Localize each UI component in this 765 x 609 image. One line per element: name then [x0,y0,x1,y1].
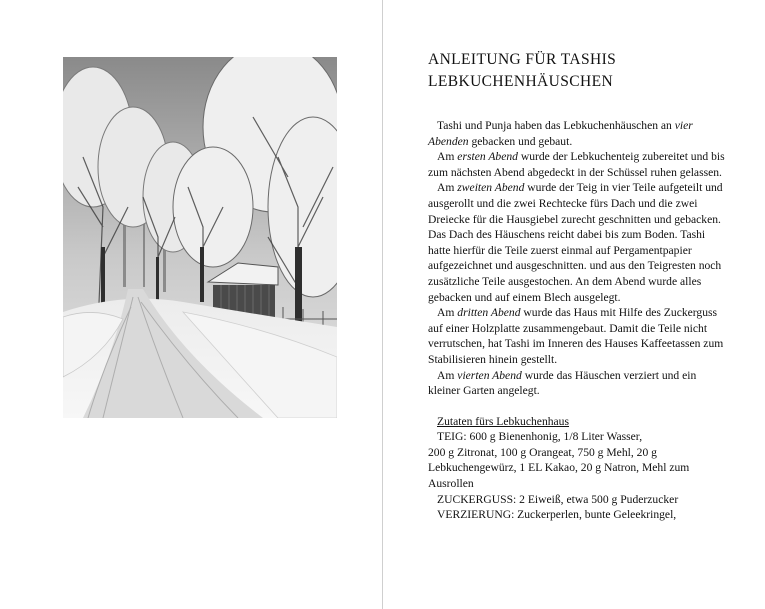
emphasis-text: vier Abenden [428,119,693,148]
paragraph-text: wurde das Haus mit Hilfe des Zuckerguss auf einer Holzplatte zusammengebaut. Damit die Teile nicht verrutschen, hat Tashi im Inneren des Hauses Kaffeetassen zum Stabilisieren hinein gestellt. [428,306,724,366]
paragraph-text: wurde der Lebkuchenteig zubereitet und bis zum nächsten Abend abgedeckt in der Schüssel ruhen gelassen. [428,150,725,179]
paragraph-text: Tashi und Punja haben das Lebkuchenhäuschen an [437,119,675,132]
paragraph-text: Am [437,150,458,164]
instructions-body [428,118,728,523]
paragraph-second-evening [428,180,728,305]
ingredients-heading: Zutaten fürs Lebkuchenhaus [437,414,569,428]
paragraph-text: Am [437,181,458,195]
winter-photo [63,57,337,418]
winter-scene-image [63,57,337,418]
emphasis-text: ersten Abend [457,150,518,164]
paragraph-intro [428,118,728,149]
ingredient-dough-line-4: Ausrollen [428,477,474,491]
paragraph-text: Am [437,368,458,382]
paragraph-text: wurde der Teig in vier Teile aufgeteilt und ausgerollt und die zwei Rechtecke fürs Dach und die zwei Dreiecke für die Hausgiebel zurecht geschnitten und gebacken. Das Dach des Häuschens reicht dabei bis zum Boden. Tashi hatte hierfür die Teile zuerst einmal auf Pergamentpapier aufgezeichnet und ausgeschnitten. und aus den Teigresten noch zusätzliche Teile ausgestochen. An dem Abend wurde alles gebacken und auf einem Blech ausgelegt. [428,181,723,304]
right-page [383,0,765,609]
ingredient-decoration: VERZIERUNG: Zuckerperlen, bunte Geleekringel, [437,508,677,522]
title-line-1: ANLEITUNG FÜR TASHIS [428,51,617,68]
paragraph-text: gebacken und gebaut. [468,134,573,148]
emphasis-text: dritten Abend [457,306,521,320]
paragraph-text: wurde das Häuschen verziert und ein kleiner Garten angelegt. [428,368,697,398]
ingredients-heading-line [428,414,728,430]
paragraph-text: Am [437,306,458,320]
page-title [428,49,728,93]
emphasis-text: zweiten Abend [457,181,525,195]
ingredient-dough-line-3: Lebkuchengewürz, 1 EL Kakao, 20 g Natron, Mehl zum [428,461,690,475]
paragraph-first-evening [428,149,728,180]
emphasis-text: vierten Abend [457,368,522,382]
ingredients-list [428,429,728,523]
title-line-2: LEBKUCHENHÄUSCHEN [428,73,614,90]
spacer [428,399,728,414]
paragraph-fourth-evening [428,368,728,399]
ingredient-dough-line-1: TEIG: 600 g Bienenhonig, 1/8 Liter Wasser, [437,430,643,444]
ingredient-icing: ZUCKERGUSS: 2 Eiweiß, etwa 500 g Puderzucker [437,492,679,506]
ingredient-dough-line-2: 200 g Zitronat, 100 g Orangeat, 750 g Mehl, 20 g [428,445,657,459]
paragraph-third-evening [428,305,728,367]
left-page [0,0,382,609]
